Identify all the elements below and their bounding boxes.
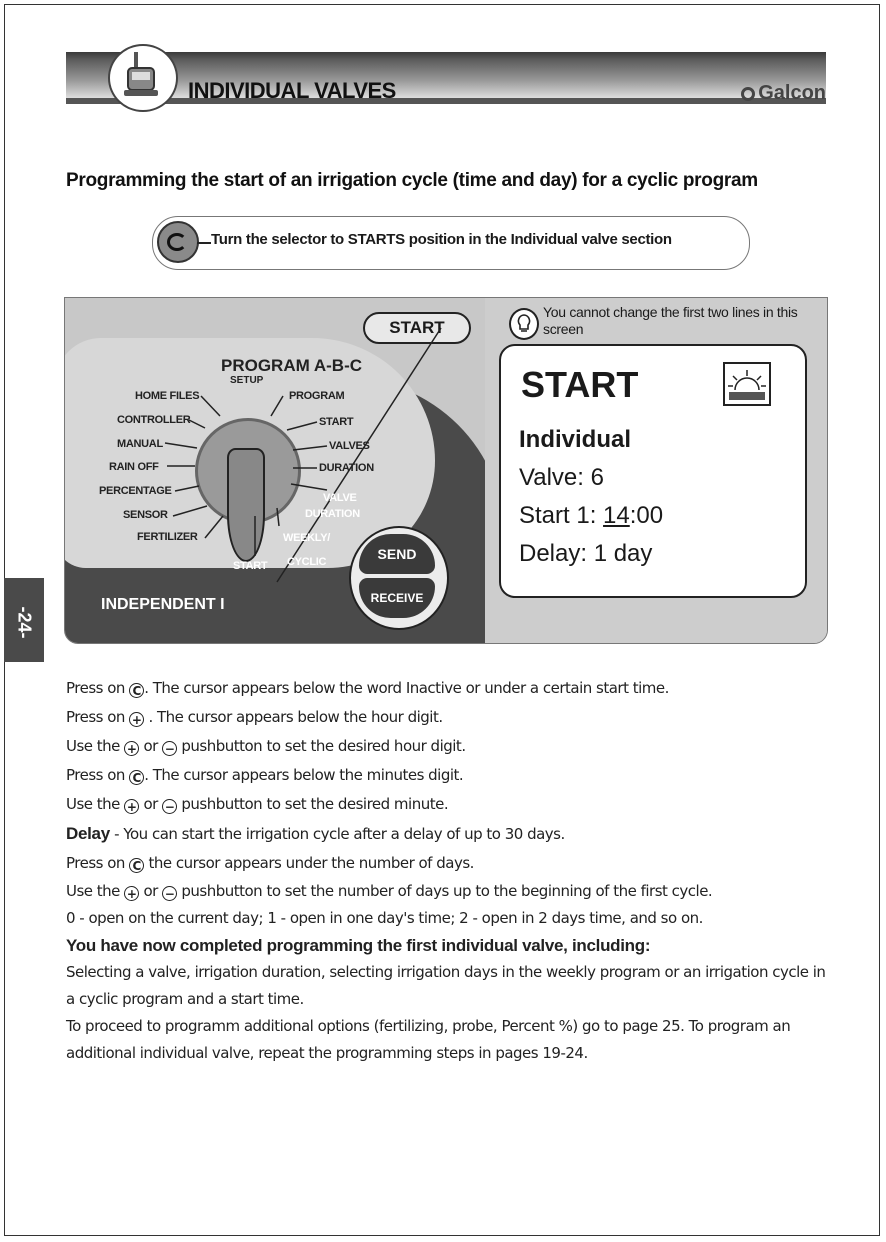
- summary-text: Selecting a valve, irrigation duration, selecting irrigation days in the weekly program or an irrigation cycle in a cyclic program and a start time.: [66, 963, 826, 1008]
- body-text: [66, 674, 830, 1067]
- dial-label-percentage: PERCENTAGE: [99, 485, 172, 497]
- step-6: Delay - You can start the irrigation cycle after a delay of up to 30 days.: [66, 824, 565, 843]
- step-3: Use the + or − pushbutton to set the desired hour digit.: [66, 737, 466, 756]
- lcd-cursor: 14: [603, 502, 630, 529]
- minus-button-icon: −: [162, 886, 177, 901]
- lcd-title: START: [521, 364, 639, 405]
- step-5: Use the + or − pushbutton to set the desired minute.: [66, 795, 449, 814]
- section-heading: Programming the start of an irrigation cycle (time and day) for a cyclic program: [66, 170, 758, 191]
- dial-label-controller: CONTROLLER: [117, 414, 191, 426]
- dial-label-valves: VALVES: [329, 440, 370, 452]
- step-7: Press on C the cursor appears under the number of days.: [66, 854, 474, 873]
- lcd-screen: [499, 344, 807, 598]
- start-button: START: [363, 312, 471, 344]
- dial-setup-label: SETUP: [230, 375, 264, 386]
- step-2: Press on + . The cursor appears below the hour digit.: [66, 708, 443, 727]
- dial-label-valve-duration-1: VALVE: [323, 492, 357, 504]
- dial-label-bottom-start: START: [233, 560, 268, 572]
- step-1: Press on C . The cursor appears below the word Inactive or under a certain start time.: [66, 679, 669, 698]
- page-header: [66, 52, 826, 108]
- plus-button-icon: +: [129, 712, 144, 727]
- lcd-line-start: Start 1: 14:00: [519, 502, 664, 529]
- dial-label-sensor: SENSOR: [123, 509, 168, 521]
- brand-logo: [741, 82, 826, 105]
- dial-label-duration: DURATION: [319, 462, 374, 474]
- header-title: INDIVIDUAL VALVES: [188, 78, 396, 103]
- selector-knob-icon: [157, 221, 199, 263]
- send-receive-pad: [349, 526, 445, 626]
- dial-label-home-files: HOME FILES: [135, 390, 200, 402]
- lcd-line-delay: Delay: 1 day: [519, 540, 653, 567]
- receive-button: RECEIVE: [359, 578, 435, 618]
- lightbulb-icon: [509, 308, 539, 340]
- header-bar: [66, 52, 826, 100]
- screen-area: [485, 298, 827, 643]
- tip-note: You cannot change the first two lines in this screen: [543, 304, 798, 337]
- lcd-line-valve: Valve: 6: [519, 464, 604, 491]
- dial-label-start: START: [319, 416, 354, 428]
- step-4: Press on C . The cursor appears below the minutes digit.: [66, 766, 464, 785]
- dial-label-manual: MANUAL: [117, 438, 163, 450]
- dial-label-program: PROGRAM: [289, 390, 345, 402]
- independent-label: INDEPENDENT I: [101, 596, 225, 613]
- dial-label-fertilizer: FERTILIZER: [137, 531, 198, 543]
- plus-button-icon: +: [124, 799, 139, 814]
- page-number-tab: [4, 578, 44, 662]
- galcon-logo-icon: [741, 87, 755, 101]
- plus-button-icon: +: [124, 886, 139, 901]
- instruction-box: [152, 216, 750, 270]
- dial-label-valve-duration-2: DURATION: [305, 508, 360, 520]
- dial-label-rain-off: RAIN OFF: [109, 461, 159, 473]
- plus-button-icon: +: [124, 741, 139, 756]
- sunrise-icon: [723, 362, 771, 406]
- enter-button-icon: C: [129, 683, 144, 698]
- controller-illustration: [65, 298, 485, 643]
- page-number: -24-: [14, 606, 35, 639]
- controller-icon: [108, 44, 178, 112]
- next-steps-text: To proceed to programm additional options (fertilizing, probe, Percent %) go to page 25. To program an additional individual valve, repeat the programming steps in pages 19-24.: [66, 1017, 791, 1062]
- step-9: 0 - open on the current day; 1 - open in one day's time; 2 - open in 2 days time, and so on.: [66, 909, 703, 927]
- instruction-text: Turn the selector to STARTS position in the Individual valve section: [211, 231, 672, 248]
- illustration-panel: [64, 297, 828, 644]
- lcd-line-individual: Individual: [519, 426, 632, 453]
- summary-heading: You have now completed programming the first individual valve, including:: [66, 936, 651, 955]
- minus-button-icon: −: [162, 799, 177, 814]
- minus-button-icon: −: [162, 741, 177, 756]
- dial-title: PROGRAM A-B-C: [221, 356, 363, 375]
- dial-label-weekly: WEEKLY/: [283, 532, 331, 544]
- dial-label-cyclic: CYCLIC: [287, 556, 327, 568]
- header-bar-underline: [66, 98, 826, 104]
- send-button: SEND: [359, 534, 435, 574]
- brand-name: Galcon: [758, 82, 826, 104]
- enter-button-icon: C: [129, 770, 144, 785]
- step-8: Use the + or − pushbutton to set the number of days up to the beginning of the first cycle.: [66, 882, 713, 901]
- enter-button-icon: C: [129, 858, 144, 873]
